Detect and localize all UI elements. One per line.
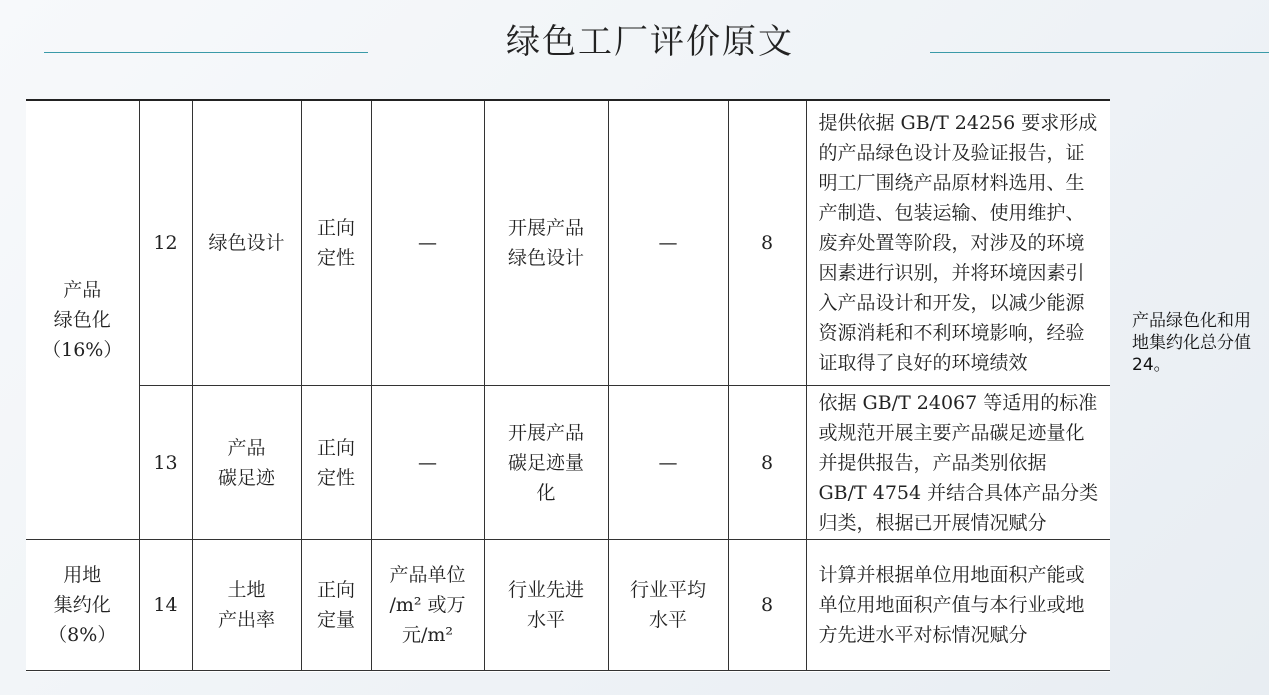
standard-excerpt [26, 99, 1110, 672]
indicator-type: 正向 定性 [301, 100, 371, 386]
unit-cell: 产品单位 /m² 或万 元/m² [371, 540, 484, 671]
category-cell: 用地 集约化 （8%） [26, 540, 139, 671]
indicator-name: 绿色设计 [192, 100, 301, 386]
item-number: 14 [139, 540, 192, 671]
requirement-description: 计算并根据单位用地面积产能或单位用地面积产值与本行业或地方先进水平对标情况赋分 [806, 540, 1110, 671]
requirement-description: 依据 GB/T 24067 等适用的标准或规范开展主要产品碳足迹量化并提供报告，产品类别依据 GB/T 4754 并结合具体产品分类归类，根据已开展情况赋分 [806, 386, 1110, 540]
requirement-description: 提供依据 GB/T 24256 要求形成的产品绿色设计及验证报告，证明工厂围绕产品原材料选用、生产制造、包装运输、使用维护、废弃处置等阶段，对涉及的环境因素进行识别，并将环境因素引入产品设计和开发，以减少能源资源消耗和不利环境影响，经验证取得了良好的环境绩效 [806, 100, 1110, 386]
item-number: 13 [139, 386, 192, 540]
table-row [26, 100, 1110, 386]
unit-cell: — [371, 100, 484, 386]
title-divider-left [44, 52, 368, 53]
indicator-name: 土地 产出率 [192, 540, 301, 671]
side-note: 产品绿色化和用地集约化总分值24。 [1132, 311, 1251, 375]
item-number: 12 [139, 100, 192, 386]
benchmark-cell: 行业先进 水平 [484, 540, 608, 671]
title-divider-right [930, 52, 1269, 53]
table-row [26, 386, 1110, 540]
table-row [26, 540, 1110, 671]
benchmark-cell: 开展产品 碳足迹量 化 [484, 386, 608, 540]
benchmark-cell: 开展产品 绿色设计 [484, 100, 608, 386]
unit-cell: — [371, 386, 484, 540]
baseline-cell: 行业平均 水平 [608, 540, 728, 671]
indicator-name: 产品 碳足迹 [192, 386, 301, 540]
baseline-cell: — [608, 100, 728, 386]
page-title: 绿色工厂评价原文 [506, 22, 794, 62]
score-cell: 8 [728, 540, 806, 671]
indicator-type: 正向 定性 [301, 386, 371, 540]
baseline-cell: — [608, 386, 728, 540]
score-cell: 8 [728, 386, 806, 540]
category-cell: 产品 绿色化 （16%） [26, 100, 139, 540]
evaluation-table [26, 99, 1110, 671]
indicator-type: 正向 定量 [301, 540, 371, 671]
score-cell: 8 [728, 100, 806, 386]
